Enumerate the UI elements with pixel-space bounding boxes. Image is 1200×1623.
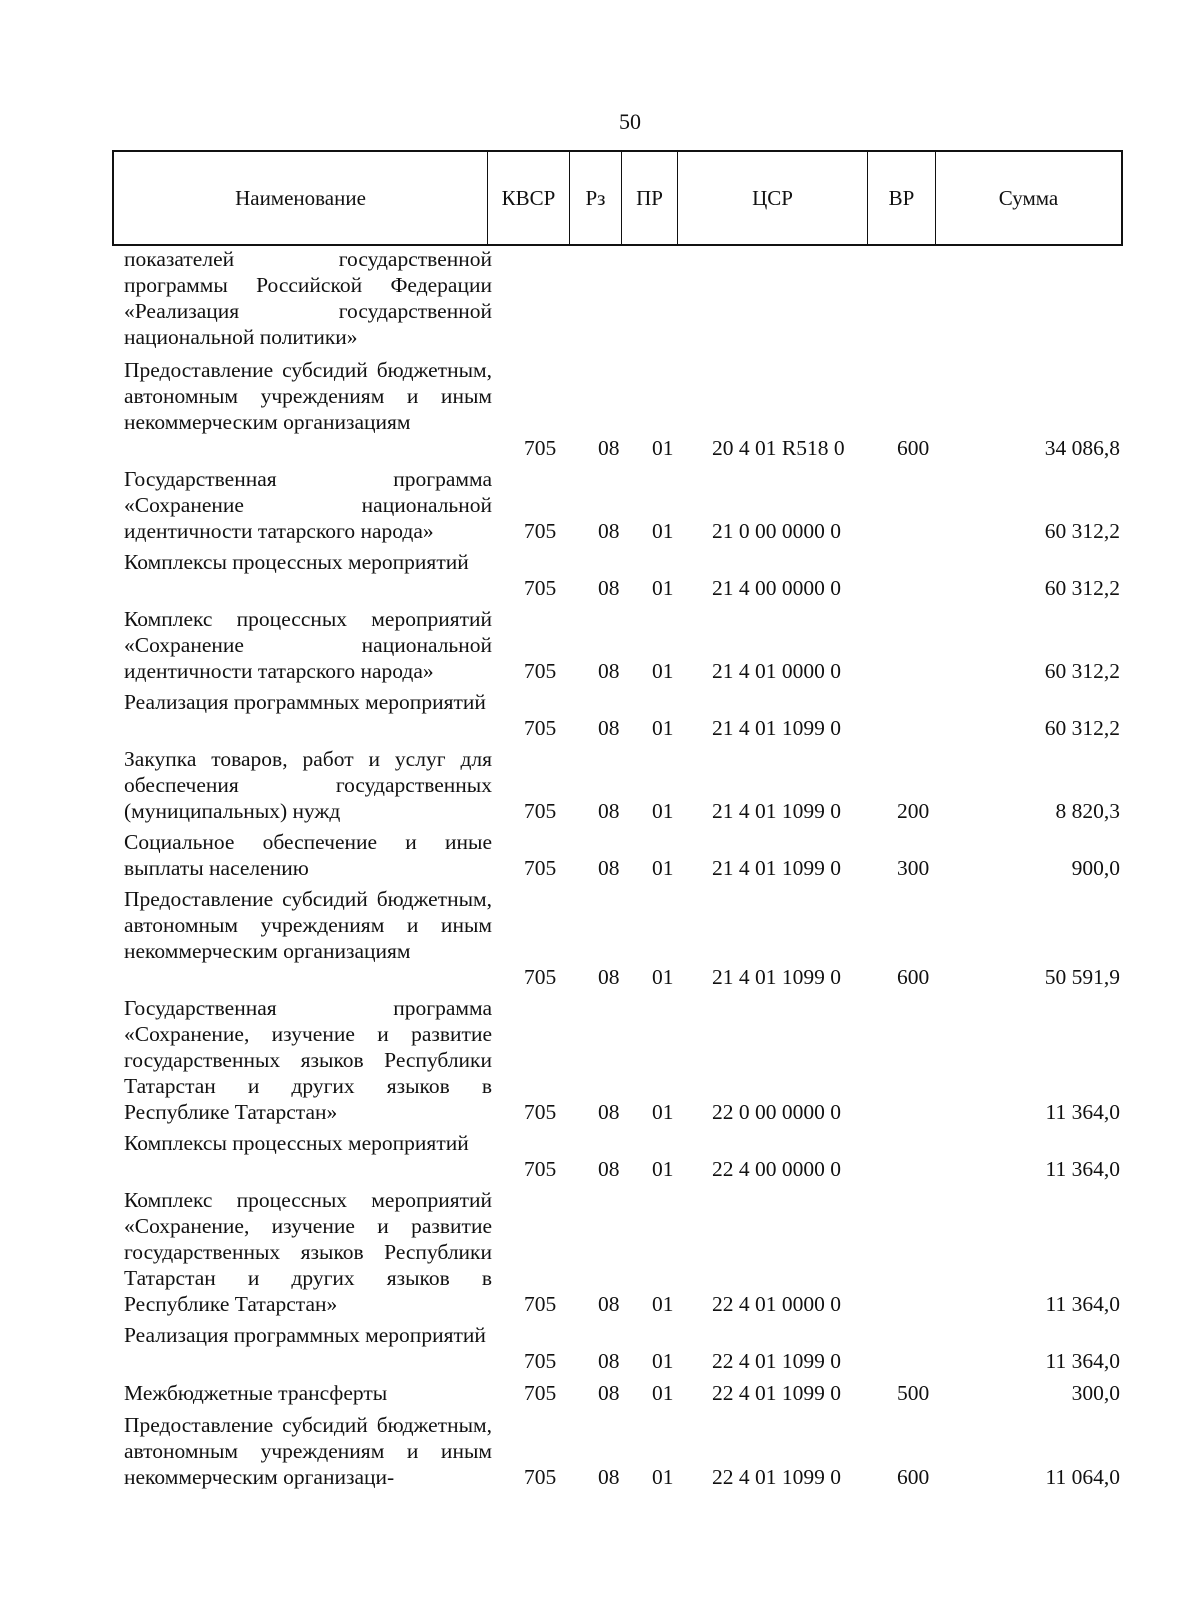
row-pr: 01 <box>652 1465 674 1489</box>
row-csr: 21 4 01 1099 0 <box>712 856 841 880</box>
row-sum: 11 364,0 <box>1045 1100 1120 1124</box>
row-sum: 11 064,0 <box>1045 1465 1120 1489</box>
row-rz: 08 <box>598 1349 620 1373</box>
row-name: Комплексы процессных мероприятий <box>124 550 469 574</box>
row-kvsr: 705 <box>524 659 557 683</box>
row-kvsr: 705 <box>524 519 557 543</box>
row-csr: 22 4 01 0000 0 <box>712 1292 841 1316</box>
table-row <box>0 1130 1200 1182</box>
header-csr: ЦСР <box>678 152 868 244</box>
row-vr: 300 <box>897 856 930 880</box>
row-csr: 21 4 01 1099 0 <box>712 716 841 740</box>
row-csr: 21 4 01 1099 0 <box>712 799 841 823</box>
row-name: показателей государственной программы Российской Федерации «Реализация государственной национальной политики» <box>124 247 492 349</box>
row-rz: 08 <box>598 659 620 683</box>
row-pr: 01 <box>652 1157 674 1181</box>
row-rz: 08 <box>598 1465 620 1489</box>
row-name: Межбюджетные трансферты <box>124 1381 388 1405</box>
table-row <box>0 995 1200 1125</box>
row-name: Государственная программа «Сохранение национальной идентичности татарского народа» <box>124 467 492 543</box>
table-row <box>0 606 1200 684</box>
row-csr: 21 4 01 1099 0 <box>712 965 841 989</box>
row-kvsr: 705 <box>524 436 557 460</box>
row-rz: 08 <box>598 576 620 600</box>
table-row <box>0 549 1200 601</box>
row-sum: 900,0 <box>1071 856 1120 880</box>
table-row <box>0 689 1200 741</box>
row-csr: 22 4 01 1099 0 <box>712 1349 841 1373</box>
header-kvsr: КВСР <box>488 152 570 244</box>
table-header <box>112 150 1123 246</box>
row-pr: 01 <box>652 436 674 460</box>
row-kvsr: 705 <box>524 856 557 880</box>
row-pr: 01 <box>652 1292 674 1316</box>
table-row <box>0 246 1200 350</box>
table-row <box>0 1380 1200 1406</box>
row-sum: 11 364,0 <box>1045 1292 1120 1316</box>
row-name: Социальное обеспечение и иные выплаты населению <box>124 830 492 880</box>
table-row <box>0 886 1200 990</box>
table-row <box>0 746 1200 824</box>
row-rz: 08 <box>598 436 620 460</box>
header-name: Наименование <box>114 152 488 244</box>
row-rz: 08 <box>598 1100 620 1124</box>
table-row <box>0 1187 1200 1317</box>
row-sum: 300,0 <box>1071 1381 1120 1405</box>
row-kvsr: 705 <box>524 1349 557 1373</box>
row-sum: 50 591,9 <box>1044 965 1120 989</box>
row-sum: 60 312,2 <box>1044 519 1120 543</box>
row-csr: 22 0 00 0000 0 <box>712 1100 841 1124</box>
row-rz: 08 <box>598 716 620 740</box>
row-sum: 60 312,2 <box>1044 659 1120 683</box>
row-csr: 20 4 01 R518 0 <box>712 436 845 460</box>
row-name: Предоставление субсидий бюджетным, автономным учреждениям и иным некоммерческим организаци- <box>124 1413 492 1489</box>
row-pr: 01 <box>652 519 674 543</box>
row-csr: 22 4 01 1099 0 <box>712 1465 841 1489</box>
row-csr: 21 0 00 0000 0 <box>712 519 841 543</box>
row-rz: 08 <box>598 799 620 823</box>
row-name: Закупка товаров, работ и услуг для обеспечения государственных (муниципальных) нужд <box>124 747 492 823</box>
row-kvsr: 705 <box>524 1100 557 1124</box>
row-name: Государственная программа «Сохранение, изучение и развитие государственных языков Республики Татарстан и других языков в Республике Татарстан» <box>124 996 492 1124</box>
row-vr: 600 <box>897 965 930 989</box>
row-kvsr: 705 <box>524 799 557 823</box>
row-kvsr: 705 <box>524 1381 557 1405</box>
row-csr: 21 4 01 0000 0 <box>712 659 841 683</box>
row-pr: 01 <box>652 1381 674 1405</box>
table-row <box>0 466 1200 544</box>
row-kvsr: 705 <box>524 1292 557 1316</box>
row-sum: 34 086,8 <box>1044 436 1120 460</box>
row-vr: 500 <box>897 1381 930 1405</box>
row-kvsr: 705 <box>524 965 557 989</box>
table-row <box>0 829 1200 881</box>
row-kvsr: 705 <box>524 1465 557 1489</box>
row-csr: 22 4 01 1099 0 <box>712 1381 841 1405</box>
row-pr: 01 <box>652 856 674 880</box>
row-sum: 11 364,0 <box>1045 1349 1120 1373</box>
header-pr: ПР <box>622 152 678 244</box>
row-name: Комплекс процессных мероприятий «Сохранение, изучение и развитие государственных языков Республики Татарстан и других языков в Республике Татарстан» <box>124 1188 492 1316</box>
header-sum: Сумма <box>998 185 1059 210</box>
row-pr: 01 <box>652 1349 674 1373</box>
row-pr: 01 <box>652 799 674 823</box>
row-pr: 01 <box>652 576 674 600</box>
row-name: Комплекс процессных мероприятий «Сохранение национальной идентичности татарского народа» <box>124 607 492 683</box>
row-name: Предоставление субсидий бюджетным, автономным учреждениям и иным некоммерческим организациям <box>124 887 492 963</box>
row-sum: 8 820,3 <box>1055 799 1120 823</box>
row-sum: 60 312,2 <box>1044 716 1120 740</box>
row-rz: 08 <box>598 856 620 880</box>
row-vr: 600 <box>897 436 930 460</box>
table-row <box>0 1412 1200 1490</box>
row-csr: 22 4 00 0000 0 <box>712 1157 841 1181</box>
row-name: Предоставление субсидий бюджетным, автономным учреждениям и иным некоммерческим организациям <box>124 358 492 434</box>
row-pr: 01 <box>652 716 674 740</box>
row-kvsr: 705 <box>524 576 557 600</box>
row-sum: 60 312,2 <box>1044 576 1120 600</box>
row-csr: 21 4 00 0000 0 <box>712 576 841 600</box>
row-pr: 01 <box>652 1100 674 1124</box>
row-pr: 01 <box>652 965 674 989</box>
row-name: Комплексы процессных мероприятий <box>124 1131 469 1155</box>
row-rz: 08 <box>598 519 620 543</box>
row-pr: 01 <box>652 659 674 683</box>
row-vr: 200 <box>897 799 930 823</box>
row-rz: 08 <box>598 1381 620 1405</box>
row-rz: 08 <box>598 1157 620 1181</box>
table-row <box>0 357 1200 461</box>
header-vr: ВР <box>868 152 936 244</box>
table-row <box>0 1322 1200 1374</box>
row-kvsr: 705 <box>524 716 557 740</box>
row-vr: 600 <box>897 1465 930 1489</box>
row-rz: 08 <box>598 965 620 989</box>
page-number: 50 <box>619 109 641 134</box>
row-name: Реализация программных мероприятий <box>124 1323 486 1347</box>
row-sum: 11 364,0 <box>1045 1157 1120 1181</box>
row-rz: 08 <box>598 1292 620 1316</box>
header-rz: Рз <box>570 152 622 244</box>
row-kvsr: 705 <box>524 1157 557 1181</box>
row-name: Реализация программных мероприятий <box>124 690 486 714</box>
